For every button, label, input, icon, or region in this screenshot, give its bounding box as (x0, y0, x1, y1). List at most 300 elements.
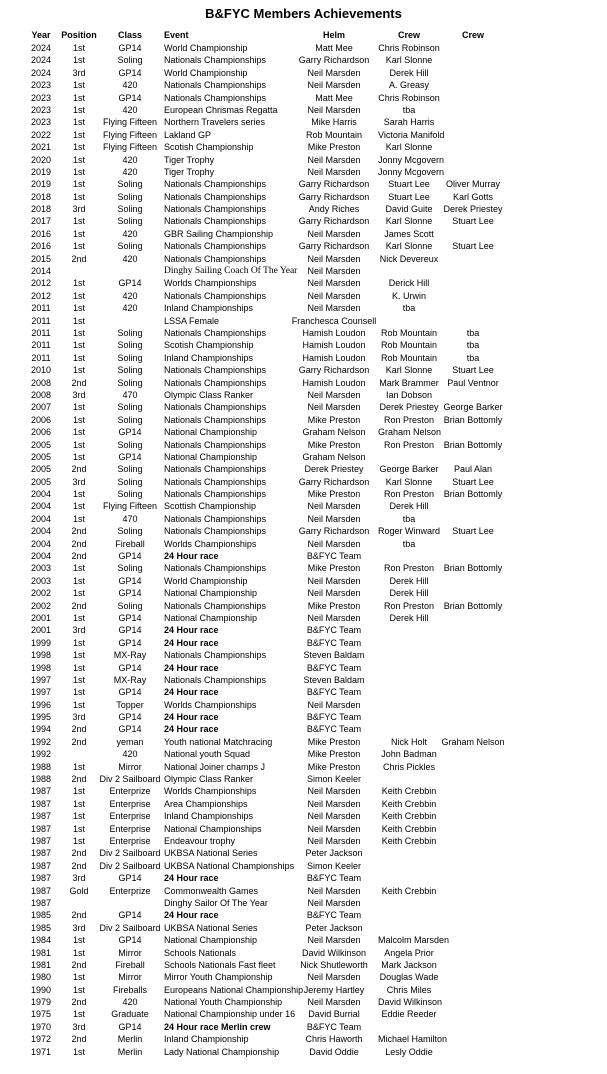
cell-helm: Garry Richardson (298, 179, 370, 190)
cell-crew-2 (440, 1021, 506, 1033)
cell-helm: David Burrial (308, 1009, 360, 1020)
cell-crew-1 (378, 674, 440, 686)
cell-helm: Graham Nelson (302, 427, 366, 438)
cell-class: 420 (122, 80, 138, 91)
cell-event: 24 Hour race (164, 873, 219, 884)
cell-position: 1st (72, 687, 85, 698)
table-header-row (22, 28, 607, 42)
cell-crew-2 (440, 228, 506, 240)
cell-year: 2011 (31, 303, 51, 314)
cell-year: 1997 (30, 674, 52, 685)
cell-year: 1987 (30, 860, 52, 871)
cell-class: GP14 (118, 551, 142, 562)
cell-helm: Neil Marsden (307, 836, 361, 846)
cell-crew-1: Derek Hill (389, 501, 429, 512)
table-row (22, 513, 607, 525)
cell-event: Inland Championship (164, 1034, 249, 1045)
cell-position: 3rd (72, 67, 86, 78)
cell-year: 2024 (30, 43, 52, 53)
cell-helm: Chris Haworth (305, 1034, 363, 1045)
cell-helm: Steven Baldam (303, 674, 365, 685)
cell-position: 1st (72, 761, 85, 772)
cell-position: 1st (72, 129, 85, 140)
table-row (22, 885, 607, 897)
cell-year: 1998 (30, 662, 52, 673)
cell-class: Flying Fifteen (102, 117, 158, 128)
cell-event: Scotish Championship (164, 142, 254, 153)
cell-helm: Franchesca Counsell (291, 315, 377, 326)
cell-event: Nationals Championships (164, 191, 267, 202)
cell-event: Nationals Championships (164, 489, 267, 500)
cell-helm: Mike Preston (307, 439, 361, 450)
cell-event: 24 Hour race (164, 662, 219, 673)
cell-crew-1: Karl Slonne (385, 55, 433, 66)
cell-crew-2 (440, 1008, 506, 1020)
table-row (22, 971, 607, 983)
cell-crew-2: Brian Bottomly (443, 563, 503, 574)
cell-crew-1: K. Urwin (391, 290, 426, 301)
cell-crew-2 (440, 587, 506, 599)
cell-event: 24 Hour race Merlin crew (164, 1021, 271, 1032)
table-row (22, 166, 607, 178)
cell-class: Soling (117, 489, 143, 500)
table-row (22, 934, 607, 946)
cell-crew-2 (440, 959, 506, 971)
cell-event: Scottish Championship (164, 501, 257, 512)
cell-class: GP14 (118, 687, 142, 698)
cell-year: 1975 (30, 1009, 52, 1020)
cell-crew-1: Malcolm Marsden (378, 935, 450, 946)
cell-class: 420 (122, 154, 138, 165)
cell-year: 1987 (30, 798, 52, 809)
cell-year: 2003 (30, 563, 52, 574)
cell-year: 1971 (30, 1046, 52, 1057)
cell-event: Dinghy Sailor Of The Year (164, 897, 268, 908)
cell-crew-1: tba (402, 104, 416, 115)
cell-crew-2: Stuart Lee (452, 476, 494, 487)
cell-event: National Championship (164, 451, 258, 462)
table-row (22, 240, 607, 252)
cell-helm: Neil Marsden (307, 154, 361, 165)
cell-crew-1: A. Greasy (388, 80, 429, 91)
cell-year: 1994 (30, 724, 52, 735)
cell-position: 1st (72, 513, 85, 524)
cell-event: Inland Championships (164, 303, 254, 314)
cell-helm: Garry Richardson (298, 241, 370, 252)
cell-class: Mirror (118, 972, 142, 983)
cell-helm: Matt Mee (315, 92, 353, 103)
cell-crew-2 (440, 835, 506, 847)
cell-class: 420 (122, 166, 138, 177)
cell-position: 1st (72, 984, 85, 995)
cell-crew-1 (378, 637, 440, 649)
cell-year: 2018 (30, 204, 52, 215)
table-row (22, 154, 607, 166)
cell-event: Nationals Championships (164, 92, 267, 103)
table-row (22, 439, 607, 451)
table-row (22, 575, 607, 587)
cell-crew-2 (440, 798, 506, 810)
cell-position: 2nd (71, 959, 87, 970)
cell-year: 1987 (30, 836, 52, 846)
cell-class: Mirror (118, 761, 142, 772)
cell-year: 2011 (31, 340, 51, 351)
cell-position: 1st (72, 241, 85, 252)
cell-class: Graduate (111, 1009, 149, 1020)
cell-class: yeman (116, 736, 144, 747)
cell-crew-2 (440, 129, 506, 141)
cell-crew-1: Ron Preston (383, 600, 435, 611)
cell-position: 1st (72, 489, 85, 500)
cell-year: 2004 (30, 501, 52, 512)
cell-position: 1st (72, 303, 85, 314)
cell-class: GP14 (118, 625, 142, 636)
cell-crew-1: Karl Slonne (385, 216, 433, 227)
cell-position: 2nd (71, 551, 87, 562)
cell-crew-2: tba (466, 352, 480, 363)
cell-position: 1st (72, 1009, 85, 1020)
cell-crew-2 (440, 723, 506, 735)
cell-class: 420 (122, 228, 138, 239)
page-title: B&FYC Members Achievements (205, 6, 402, 21)
table-row (22, 451, 607, 463)
cell-helm: Neil Marsden (307, 278, 361, 289)
cell-position: 2nd (71, 997, 87, 1008)
cell-crew-1: George Barker (379, 464, 439, 475)
cell-class: 420 (122, 104, 138, 115)
cell-position: 1st (72, 836, 85, 846)
cell-event: 24 Hour race (164, 724, 219, 735)
cell-position: 1st (72, 662, 85, 673)
cell-crew-2 (440, 810, 506, 822)
table-row (22, 637, 607, 649)
cell-year: 2001 (30, 625, 52, 636)
cell-event: Nationals Championships (164, 377, 267, 388)
table-row (22, 649, 607, 661)
cell-helm: B&FYC Team (306, 910, 362, 921)
cell-class: Soling (117, 365, 143, 376)
cell-position: 1st (72, 811, 85, 822)
cell-position: 1st (72, 278, 85, 289)
cell-year: 2015 (30, 253, 52, 264)
cell-event: Nationals Championships (164, 204, 267, 215)
cell-class: 420 (122, 290, 138, 301)
cell-crew-1: Derek Hill (389, 67, 429, 78)
cell-crew-2 (440, 947, 506, 959)
cell-class: Soling (117, 377, 143, 388)
table-row (22, 364, 607, 376)
cell-event: Area Championships (164, 798, 248, 809)
cell-position: 1st (72, 947, 85, 958)
table-row (22, 550, 607, 562)
cell-year: 1987 (30, 873, 52, 884)
table-row (22, 265, 607, 277)
cell-helm: Neil Marsden (307, 538, 361, 549)
cell-crew-2 (440, 860, 506, 872)
cell-crew-2 (440, 984, 506, 996)
cell-crew-2 (440, 451, 506, 463)
table-row (22, 141, 607, 153)
cell-position: 2nd (71, 377, 87, 388)
cell-crew-1: Jonny Mcgovern (378, 154, 445, 165)
cell-crew-1: James Scott (384, 228, 434, 239)
cell-helm: Hamish Loudon (302, 352, 366, 363)
cell-crew-1: Ron Preston (383, 563, 435, 574)
cell-class: Enterprise (109, 823, 151, 834)
cell-class: Soling (117, 563, 143, 574)
cell-position: 1st (72, 612, 85, 623)
cell-event: 24 Hour race (164, 712, 219, 723)
table-row (22, 389, 607, 401)
cell-position: 1st (72, 290, 85, 301)
table-row (22, 909, 607, 921)
cell-crew-1: Sarah Harris (383, 117, 435, 128)
cell-crew-2 (440, 389, 506, 401)
cell-event: Nationals Championships (164, 179, 267, 190)
cell-helm: Steven Baldam (303, 650, 365, 661)
table-row (22, 959, 607, 971)
cell-helm: Hamish Loudon (302, 377, 366, 388)
cell-helm: Mike Preston (307, 736, 361, 747)
cell-crew-1: Victoria Manifold (378, 129, 445, 140)
cell-class: Enterprise (109, 798, 151, 809)
cell-crew-2 (440, 872, 506, 884)
cell-position: 1st (72, 117, 85, 128)
cell-year: 1999 (30, 637, 52, 648)
cell-year: 2004 (30, 489, 52, 500)
cell-helm: Peter Jackson (305, 922, 363, 933)
cell-crew-2 (440, 637, 506, 649)
cell-position: 1st (72, 588, 85, 599)
cell-year: 2016 (30, 228, 52, 239)
cell-crew-1 (378, 872, 440, 884)
cell-helm: Garry Richardson (298, 191, 370, 202)
cell-position: 1st (72, 315, 85, 326)
table-row (22, 277, 607, 289)
cell-position: 1st (72, 352, 85, 363)
table-body (22, 42, 607, 1058)
cell-crew-2 (440, 500, 506, 512)
cell-class (98, 315, 162, 327)
cell-crew-1: Chris Robinson (378, 43, 440, 53)
cell-class: GP14 (118, 662, 142, 673)
cell-position: 2nd (71, 538, 87, 549)
cell-class: Enterprize (109, 885, 151, 896)
cell-crew-2: Brian Bottomly (443, 439, 503, 450)
cell-event: UKBSA National Series (164, 848, 258, 859)
cell-helm: Graham Nelson (302, 451, 366, 462)
cell-crew-1 (378, 860, 440, 872)
cell-event: Nationals Championships (164, 365, 267, 376)
cell-position: Gold (69, 885, 89, 896)
cell-crew-1: Stuart Lee (388, 191, 430, 202)
cell-event: Lady National Championship (164, 1046, 280, 1057)
cell-event: Tiger Trophy (164, 166, 215, 177)
cell-crew-2 (440, 662, 506, 674)
cell-year: 1987 (30, 811, 52, 822)
table-row (22, 823, 607, 835)
cell-crew-2 (440, 922, 506, 934)
cell-crew-2: Brian Bottomly (443, 489, 503, 500)
cell-class: Enterprize (109, 786, 151, 797)
cell-position: 3rd (72, 476, 86, 487)
cell-event: National Youth Championship (164, 997, 283, 1008)
cell-position: 1st (72, 935, 85, 946)
cell-class: Soling (117, 600, 143, 611)
column-header-event: Event (164, 30, 189, 40)
table-row (22, 67, 607, 79)
cell-crew-2 (440, 649, 506, 661)
cell-event: National Championship (164, 935, 258, 946)
cell-event: 24 Hour race (164, 637, 219, 648)
cell-helm: Mike Preston (307, 563, 361, 574)
cell-class: Enterprise (109, 811, 151, 822)
table-row (22, 315, 607, 327)
cell-event: Olympic Class Ranker (164, 389, 254, 400)
cell-year: 2004 (30, 513, 52, 524)
cell-helm: Peter Jackson (305, 848, 363, 859)
cell-helm: Simon Keeler (306, 774, 362, 785)
cell-year: 1985 (30, 922, 52, 933)
cell-helm: Garry Richardson (298, 526, 370, 537)
table-row (22, 92, 607, 104)
cell-crew-1 (378, 922, 440, 934)
cell-crew-2: Stuart Lee (452, 216, 494, 227)
cell-class: Mirror (118, 947, 142, 958)
table-row (22, 984, 607, 996)
cell-year: 2002 (30, 588, 52, 599)
cell-crew-2 (440, 996, 506, 1008)
cell-crew-2 (440, 104, 506, 116)
cell-crew-2 (440, 674, 506, 686)
cell-helm: Neil Marsden (307, 266, 361, 277)
cell-crew-1: Mark Jackson (381, 959, 437, 970)
table-row (22, 612, 607, 624)
cell-crew-2 (440, 686, 506, 698)
cell-class: Soling (117, 241, 143, 252)
cell-helm: Andy Riches (308, 204, 360, 215)
cell-crew-1: David Wilkinson (378, 997, 443, 1008)
cell-crew-1 (378, 897, 440, 909)
cell-event: World Championship (164, 43, 248, 53)
cell-crew-2 (440, 92, 506, 104)
cell-position: 2nd (71, 600, 87, 611)
cell-class: 420 (122, 253, 138, 264)
cell-helm: Neil Marsden (307, 897, 361, 908)
cell-crew-1: Nick Holt (390, 736, 427, 747)
cell-class: Soling (117, 340, 143, 351)
cell-position: 3rd (72, 873, 86, 884)
cell-crew-2 (440, 773, 506, 785)
cell-crew-1: Rob Mountain (380, 327, 438, 338)
cell-helm: Neil Marsden (307, 811, 361, 822)
cell-year: 1987 (30, 786, 52, 797)
cell-helm: Neil Marsden (307, 513, 361, 524)
cell-position (60, 265, 98, 277)
cell-crew-2 (440, 624, 506, 636)
table-row (22, 860, 607, 872)
table-row (22, 401, 607, 413)
cell-position: 2nd (71, 774, 87, 785)
cell-class: 470 (122, 513, 138, 524)
table-row (22, 42, 607, 54)
cell-position: 1st (72, 575, 85, 586)
cell-position: 1st (72, 798, 85, 809)
cell-crew-2 (440, 154, 506, 166)
cell-crew-1: Derick Hill (388, 278, 430, 289)
cell-position: 1st (72, 154, 85, 165)
cell-crew-2: Derek Priestey (443, 204, 503, 215)
cell-helm: Nick Shutleworth (300, 959, 368, 970)
column-header-helm: Helm (322, 30, 345, 40)
cell-crew-1: tba (402, 513, 416, 524)
cell-position: 1st (72, 637, 85, 648)
cell-event: Inland Championships (164, 352, 254, 363)
cell-event: Schools Nationals (164, 947, 237, 958)
cell-event: Tiger Trophy (164, 154, 215, 165)
cell-event: Worlds Championships (164, 786, 257, 797)
cell-year: 2005 (30, 476, 52, 487)
cell-class: GP14 (118, 724, 142, 735)
cell-position: 2nd (71, 253, 87, 264)
cell-crew-1: Stuart Lee (388, 179, 430, 190)
table-row (22, 191, 607, 203)
table-row (22, 723, 607, 735)
cell-position: 1st (72, 92, 85, 103)
cell-crew-2 (440, 699, 506, 711)
cell-crew-2: tba (466, 340, 480, 351)
table-row (22, 488, 607, 500)
cell-year: 2023 (30, 104, 52, 115)
cell-event: Dinghy Sailing Coach Of The Year (164, 266, 298, 277)
cell-class: Div 2 Sailboard (99, 922, 161, 933)
table-row (22, 178, 607, 190)
cell-class: GP14 (118, 278, 142, 289)
cell-year: 2023 (30, 80, 52, 91)
cell-class: Flying Fifteen (102, 501, 158, 512)
table-row (22, 600, 607, 612)
cell-position: 1st (72, 104, 85, 115)
cell-crew-1: Ron Preston (383, 414, 435, 425)
table-row (22, 736, 607, 748)
cell-crew-2 (440, 897, 506, 909)
cell-helm: B&FYC Team (306, 662, 362, 673)
cell-year: 1996 (30, 699, 52, 710)
cell-class: Merlin (117, 1034, 143, 1045)
table-row (22, 525, 607, 537)
table-row (22, 500, 607, 512)
cell-position: 1st (72, 228, 85, 239)
cell-helm: B&FYC Team (306, 551, 362, 562)
table-row (22, 686, 607, 698)
table-row (22, 773, 607, 785)
cell-year: 2019 (30, 166, 52, 177)
cell-position: 1st (72, 166, 85, 177)
cell-position: 1st (72, 216, 85, 227)
cell-class: Div 2 Sailboard (99, 774, 161, 785)
table-row (22, 587, 607, 599)
table-row (22, 377, 607, 389)
cell-event: 24 Hour race (164, 551, 219, 562)
cell-helm: Neil Marsden (307, 612, 361, 623)
cell-crew-1: Chris Miles (386, 984, 432, 995)
table-row (22, 339, 607, 351)
cell-position: 1st (72, 414, 85, 425)
cell-class: Soling (117, 216, 143, 227)
cell-crew-1 (378, 723, 440, 735)
cell-class: MX-Ray (113, 674, 147, 685)
cell-class: Soling (117, 414, 143, 425)
